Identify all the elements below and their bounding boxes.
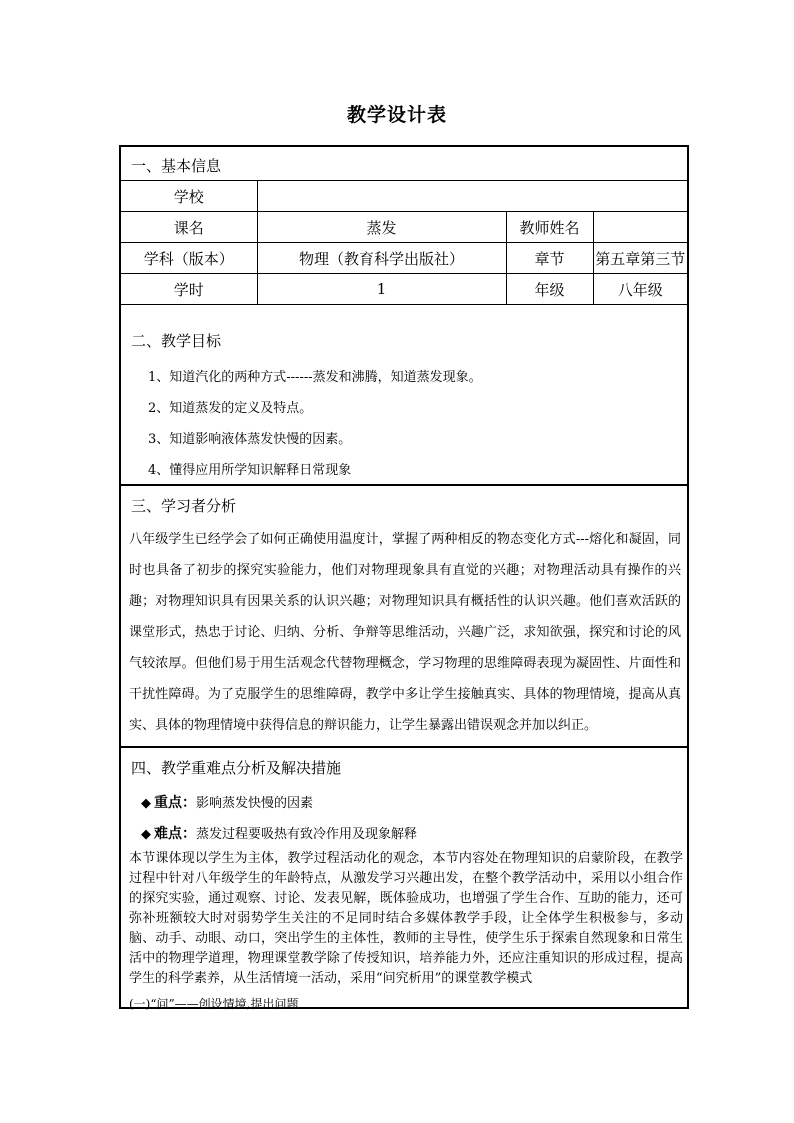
school-value (257, 181, 687, 212)
school-label: 学校 (121, 181, 257, 212)
basic-info-table (121, 180, 687, 305)
section-objectives-heading: 二、教学目标 (131, 332, 222, 350)
diamond-bullet-icon: ◆ (141, 827, 151, 842)
difficult-point-text: 蒸发过程要吸热有致冷作用及现象解释 (196, 827, 418, 842)
teacher-value (593, 212, 687, 243)
table-row (121, 243, 687, 274)
teacher-label: 教师姓名 (506, 212, 593, 243)
objective-item: 1、知道汽化的两种方式------蒸发和沸腾，知道蒸发现象。 (148, 370, 482, 385)
section-keypoints-heading: 四、教学重难点分析及解决措施 (131, 759, 342, 777)
hours-label: 学时 (121, 274, 257, 305)
table-row (121, 212, 687, 243)
grade-value: 八年级 (593, 274, 687, 305)
chapter-value: 第五章第三节 (593, 243, 687, 274)
key-point-label: 重点： (154, 795, 196, 811)
section-basic-heading: 一、基本信息 (131, 157, 222, 175)
objective-item: 2、知道蒸发的定义及特点。 (148, 401, 313, 416)
difficult-point-line (141, 823, 417, 843)
hours-value: 1 (257, 274, 506, 305)
section-divider (121, 746, 687, 748)
document-title: 教学设计表 (346, 104, 447, 126)
difficult-point-label: 难点： (154, 826, 196, 842)
course-label: 课名 (121, 212, 257, 243)
grade-label: 年级 (506, 274, 593, 305)
step-heading: (一)“问”——创设情境,提出问题 (129, 997, 299, 1011)
table-row (121, 274, 687, 305)
objective-item: 3、知道影响液体蒸发快慢的因素。 (148, 432, 352, 447)
objective-item: 4、懂得应用所学知识解释日常现象 (148, 463, 352, 478)
subject-label: 学科（版本） (121, 243, 257, 274)
table-row (121, 181, 687, 212)
section-divider (121, 484, 687, 486)
course-value: 蒸发 (257, 212, 506, 243)
diamond-bullet-icon: ◆ (141, 796, 151, 811)
learner-analysis-text: 八年级学生已经学会了如何正确使用温度计，掌握了两种相反的物态变化方式---熔化和凝固，同时也具备了初步的探究实验能力，他们对物理现象具有直觉的兴趣；对物理活动具有操作的兴趣；对物理知识具有因果关系的认识兴趣；对物理知识具有概括性的认识兴趣。他们喜欢活跃的课堂形式，热忠于讨论、归纳、分析、争辩等思维活动，兴趣广泛，求知欲强，探究和讨论的风气较浓厚。但他们易于用生活观念代替物理概念，学习物理的思维障碍表现为凝固性、片面性和干扰性障碍。为了克服学生的思维障碍，教学中多让学生接触真实、具体的物理情境，提高从真实、具体的物理情境中获得信息的辩识能力，让学生暴露出错误观念并加以纠正。 (129, 532, 681, 733)
key-point-line (141, 792, 313, 812)
subject-value: 物理（教育科学出版社） (257, 243, 506, 274)
chapter-label: 章节 (506, 243, 593, 274)
key-point-text: 影响蒸发快慢的因素 (196, 796, 314, 811)
section-learners-heading: 三、学习者分析 (131, 497, 237, 515)
teaching-approach-text: 本节课体现以学生为主体，教学过程活动化的观念，本节内容处在物理知识的启蒙阶段，在教学过程中针对八年级学生的年龄特点，从激发学习兴趣出发，在整个教学活动中，采用以小组合作的探究实验，通过观察、讨论、发表见解，既体验成功，也增强了学生合作、互助的能力，还可弥补班额较大时对弱势学生关注的不足同时结合多媒体教学手段，让全体学生积极参与，多动脑、动手、动眼、动口，突出学生的主体性，教师的主导性，使学生乐于探索自然现象和日常生活中的物理学道理，物理课堂教学除了传授知识，培养能力外，还应注重知识的形成过程，提高学生的科学素养，从生活情境一活动，采用“问究析用”的课堂教学模式 (129, 851, 683, 986)
design-form (119, 145, 689, 1009)
